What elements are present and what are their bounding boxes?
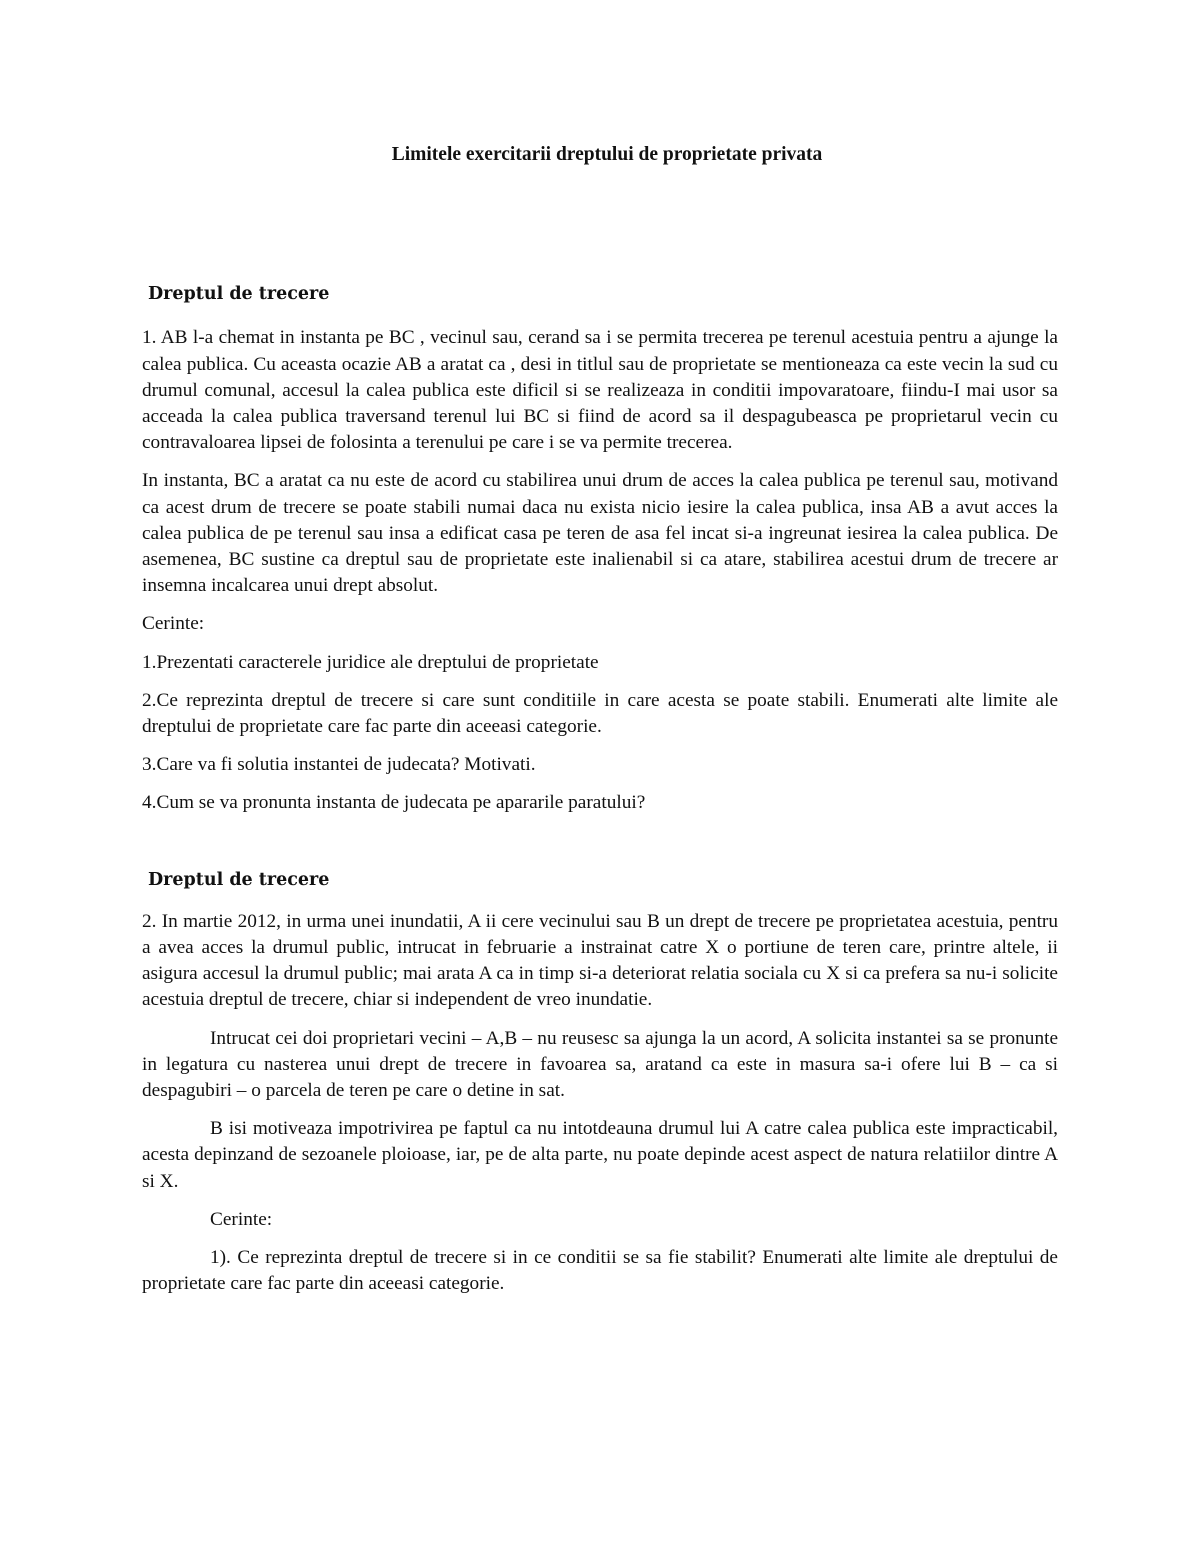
document-body (142, 142, 1058, 1298)
section2-case-text: 2. In martie 2012, in urma unei inundatii, A ii cere vecinului sau B un drept de trecere pe proprietatea acestuia, pentru a avea acces la drumul public, intrucat in februarie a instrainat catre X o portiune de teren care, printre altele, ii asigura accesul la drumul public; mai arata A ca in timp si-a deteriorat relatia sociala cu X si ca prefera sa nu-i solicite acestuia dreptul de trecere, chiar si independent de vreo inundatie. (142, 910, 1058, 1011)
section2-paragraph-2: Intrucat cei doi proprietari vecini – A,B – nu reusesc sa ajunga la un acord, A solicita instantei sa se pronunte in legatura cu nasterea unui drept de trecere in favoarea sa, aratand ca este in masura sa-i ofere lui B – ca si despagubiri – o parcela de teren pe care o detine in sat. (142, 1027, 1058, 1102)
section1-heading: Dreptul de trecere (148, 284, 330, 305)
section1-requirement-1: 1.Prezentati caracterele juridice ale dreptului de proprietate (142, 651, 599, 673)
section1-requirement-4: 4.Cum se va pronunta instanta de judecata pe apararile paratului? (142, 792, 646, 814)
section2-requirements-label: Cerinte: (210, 1208, 273, 1230)
section1-response-text: In instanta, BC a aratat ca nu este de acord cu stabilirea unui drum de acces la calea publica pe terenul sau, motivand ca acest drum de trecere se poate stabili numai daca nu exista nicio iesire la calea publica, insa AB a avut acces la calea publica de pe terenul sau insa a edificat casa pe teren de asa fel incat si-a ingreunat iesirea la calea publica. De asemenea, BC sustine ca dreptul sau de proprietate este inalienabil si ca atare, stabilirea acestui drum de trecere ar insemna incalcarea unui drept absolut. (142, 470, 1058, 597)
section1-requirement-2: 2.Ce reprezinta dreptul de trecere si care sunt conditiile in care acesta se poate stabili. Enumerati alte limite ale dreptului de proprietate care fac parte din aceeasi categorie. (142, 689, 1058, 738)
section1-case-text: 1. AB l-a chemat in instanta pe BC , vecinul sau, cerand sa i se permita trecerea pe terenul acestuia pentru a ajunge la calea publica. Cu aceasta ocazie AB a aratat ca , desi in titlul sau de proprietate se mentioneaza ca este vecin la sud cu drumul comunal, accesul la calea publica este dificil si se realizeaza in conditii impovaratoare, fiindu-I mai usor sa acceada la calea publica traversand terenul lui BC si fiind de acord sa il despagubeasca pe proprietarul vecin cu contravaloarea lipsei de folosinta a terenului pe care i se va permite trecerea. (142, 327, 1058, 454)
section2-heading: Dreptul de trecere (148, 869, 330, 890)
section2-requirement-1: 1). Ce reprezinta dreptul de trecere si in ce conditii se sa fie stabilit? Enumerati alte limite ale dreptului de proprietate care fac parte din aceeasi categorie. (142, 1247, 1058, 1295)
section1-requirements-label: Cerinte: (142, 613, 205, 635)
section1-requirement-3: 3.Care va fi solutia instantei de judecata? Motivati. (142, 754, 536, 776)
document-title: Limitele exercitarii dreptului de proprietate privata (391, 144, 823, 165)
section2-paragraph-3: B isi motiveaza impotrivirea pe faptul ca nu intotdeauna drumul lui A catre calea publica este impracticabil, acesta depinzand de sezoanele ploioase, iar, pe de alta parte, nu poate depinde acest aspect de natura relatiilor dintre A si X. (142, 1118, 1058, 1192)
